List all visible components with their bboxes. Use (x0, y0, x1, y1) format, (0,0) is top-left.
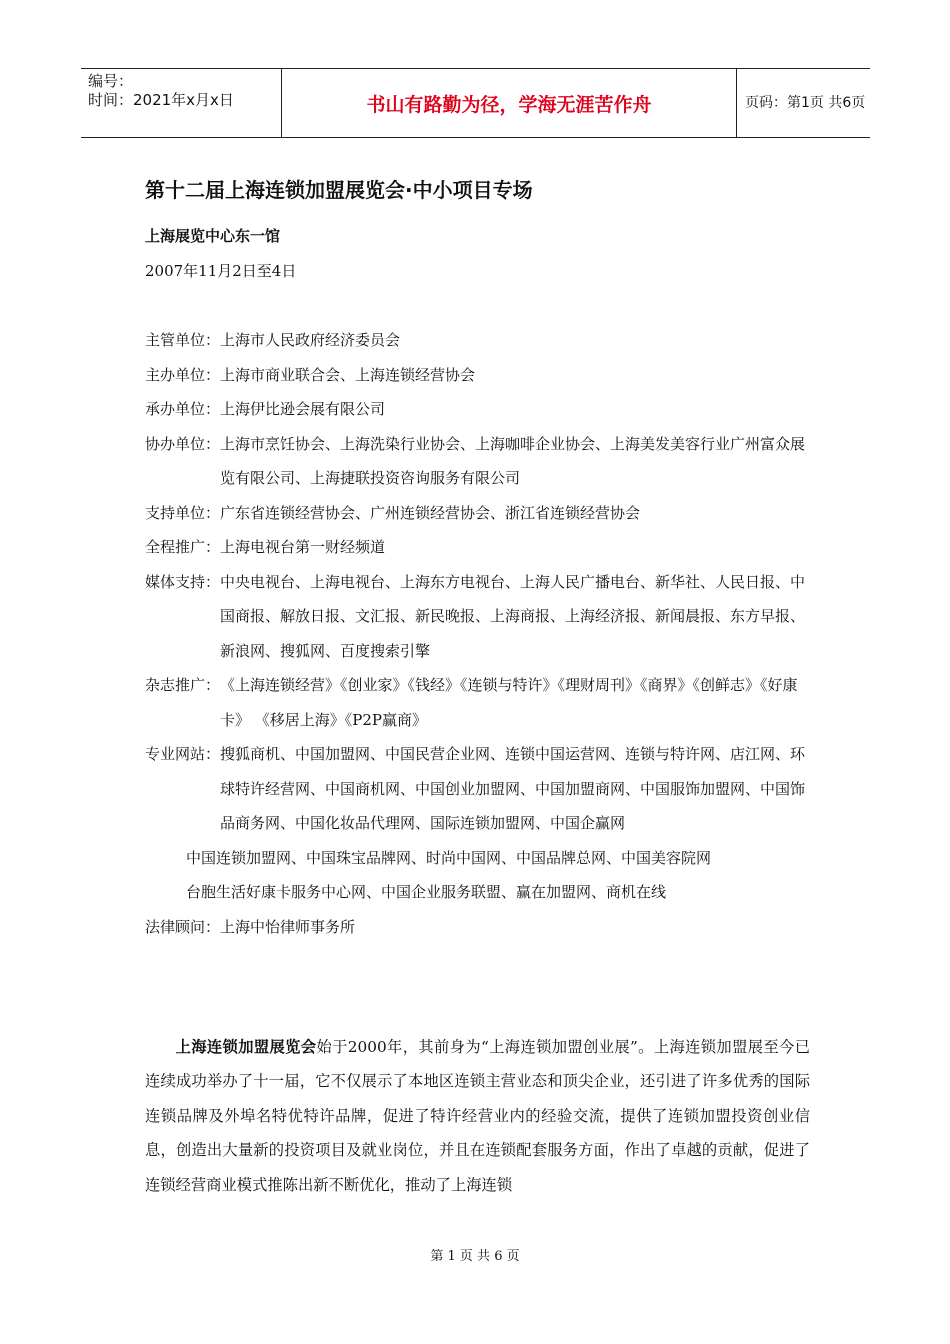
info-row (145, 392, 815, 427)
info-label: 主办单位： (145, 365, 221, 384)
extra-website-line: 中国连锁加盟网、中国珠宝品牌网、时尚中国网、中国品牌总网、中国美容院网 (186, 848, 712, 867)
info-value: 上海电视台第一财经频道 (220, 538, 386, 556)
info-value: 上海市人民政府经济委员会 (220, 331, 401, 349)
intro-text: 始于2000年，其前身为“上海连锁加盟创业展”。上海连锁加盟展至今已连续成功举办了十一届，它不仅展示了本地区连锁主营业态和顶尖企业，还引进了许多优秀的国际连锁品牌及外埠名特优特许品牌，促进了特许经营业内的经验交流，提供了连锁加盟投资创业信息，创造出大量新的投资项目及就业岗位，并且在连锁配套服务方面，作出了卓越的贡献，促进了连锁经营商业模式推陈出新不断优化，推动了上海连锁 (145, 1038, 810, 1194)
info-row (145, 668, 815, 737)
organizer-list (145, 323, 815, 944)
info-value: 广东省连锁经营协会、广州连锁经营协会、浙江省连锁经营协会 (220, 503, 641, 522)
info-value: 上海市烹饪协会、上海洗染行业协会、上海咖啡企业协会、上海美发美容行业广州富众展览有限公司、上海捷联投资咨询服务有限公司 (220, 434, 806, 487)
info-row (145, 737, 815, 841)
info-row (145, 496, 815, 531)
time-label: 时间：2021年x月x日 (88, 91, 234, 109)
info-value: 上海市商业联合会、上海连锁经营协会 (220, 365, 476, 384)
intro-paragraph (145, 1030, 810, 1202)
page-code: 页码：第1页 共6页 (745, 95, 866, 111)
header-meta-cell (81, 69, 288, 140)
intro-bold-lead: 上海连锁加盟展览会 (175, 1038, 317, 1056)
event-date: 2007年11月2日至4日 (145, 262, 297, 280)
legal-row (145, 910, 815, 945)
info-label: 媒体支持： (145, 572, 221, 591)
info-value: 中央电视台、上海电视台、上海东方电视台、上海人民广播电台、新华社、人民日报、中国商报、解放日报、文汇报、新民晚报、上海商报、上海经济报、新闻晨报、东方早报、新浪网、搜狐网、百度搜索引擎 (220, 572, 806, 660)
info-row (145, 323, 815, 358)
info-row (145, 358, 815, 393)
document-title: 第十二届上海连锁加盟展览会·中小项目专场 (145, 178, 533, 202)
info-label: 专业网站： (145, 745, 221, 763)
info-label: 主管单位： (145, 331, 221, 349)
info-label: 承办单位： (145, 400, 221, 418)
info-value: 《上海连锁经营》《创业家》《钱经》《连锁与特许》《理财周刊》《商界》《创鲜志》《好康卡》 《移居上海》《P2P赢商》 (220, 676, 798, 729)
info-row (145, 427, 815, 496)
info-value: 上海中怡律师事务所 (220, 917, 356, 936)
info-label: 协办单位： (145, 434, 221, 453)
page-footer: 第 1 页 共 6 页 (430, 1249, 520, 1264)
venue: 上海展览中心东一馆 (145, 227, 281, 245)
motto: 书山有路勤为径，学海无涯苦作舟 (366, 93, 652, 116)
extra-website-line: 台胞生活好康卡服务中心网、中国企业服务联盟、赢在加盟网、商机在线 (186, 883, 667, 901)
info-label: 支持单位： (145, 503, 221, 522)
info-row (145, 530, 815, 565)
info-label: 杂志推广： (145, 676, 221, 694)
info-label: 法律顾问： (145, 917, 221, 936)
info-value: 搜狐商机、中国加盟网、中国民营企业网、连锁中国运营网、连锁与特许网、店江网、环球特许经营网、中国商机网、中国创业加盟网、中国加盟商网、中国服饰加盟网、中国饰品商务网、中国化妆品代理网、国际连锁加盟网、中国企赢网 (220, 745, 806, 832)
info-row (145, 565, 815, 669)
header-motto-cell (281, 69, 737, 137)
info-label: 全程推广： (145, 538, 221, 556)
code-label: 编号： (88, 72, 134, 90)
header-table (81, 68, 870, 138)
info-value: 上海伊比逊会展有限公司 (220, 400, 386, 418)
